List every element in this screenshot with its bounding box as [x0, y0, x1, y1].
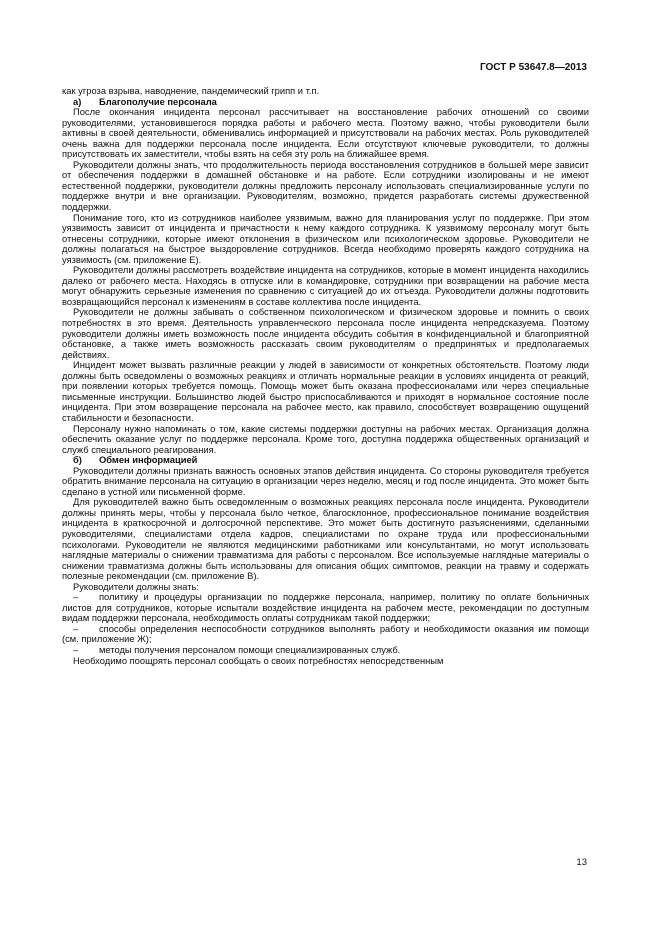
paragraph: как угроза взрыва, наводнение, пандемический грипп и т.п.: [62, 86, 320, 96]
list-item: [62, 645, 589, 656]
list-dash: –: [73, 644, 79, 655]
list-dash: –: [73, 592, 79, 603]
document-standard-header: ГОСТ Р 53647.8—2013: [479, 62, 587, 73]
list-item-text: политику и процедуры организации по поддержке персонала, например, политику по оплате больничных листов для сотрудников, которые испытали воздействие инцидента на рабочем месте, рекомендации по доступным видам поддержки персонала, необходимость оплаты сотрудникам такой поддержки;: [62, 592, 589, 624]
paragraph: Руководители должны признать важность основных этапов действия инцидента. Со стороны руководителя требуется обратить внимание персонала на ситуацию в организации через неделю, месяц и год после инцидента. Это может быть сделано в устной или письменной форме.: [62, 465, 589, 497]
heading-label: б): [73, 455, 82, 466]
section-heading-b: [62, 455, 589, 466]
list-item-text: способы определения неспособности сотрудников выполнять работу и необходимости оказания им помощи (см. приложение Ж);: [62, 623, 589, 645]
section-heading-a: [62, 97, 589, 108]
heading-text: Обмен информацией: [99, 455, 198, 466]
paragraph: Руководители не должны забывать о собственном психологическом и физическом здоровье и помнить о своих потребностях в это время. Деятельность управленческого персонала после инцидента непредсказуема. Поэтому руководители должны иметь возможность после инцидента обсудить события в конфиденциальной и благоприятной обстановке, а также иметь возможность рассказать своим руководителям о предпринятых и предполагаемых действиях.: [62, 307, 589, 360]
paragraph: Необходимо поощрять персонал сообщать о своих потребностях непосредственным: [73, 655, 444, 666]
paragraph: Руководители должны рассмотреть воздействие инцидента на сотрудников, которые в момент инцидента находились далеко от рабочего места. Находясь в отпуске или в командировке, сотрудники при возвращении на рабочие места могут обнаружить серьезные изменения по сравнению с ситуацией до их отъезда. Руководители должны подготовить возвращающийся персонал к изменениям в составе коллектива после инцидента.: [62, 265, 589, 307]
paragraph: Руководители должны знать, что продолжительность периода восстановления сотрудников в большей мере зависит от обеспечения поддержки в домашней обстановке и на работе. Если сотрудники изолированы и не имеют естественной поддержки, руководители должны предложить персоналу использовать специализированные услуги по поддержке внутри и вне организации. Руководителям, возможно, придется разработать системы дружественной поддержки.: [62, 159, 589, 213]
list-dash: –: [73, 623, 79, 634]
list-item: [62, 592, 589, 624]
list-item: [62, 624, 589, 645]
paragraph: Руководители должны знать:: [73, 581, 199, 592]
paragraph: Инцидент может вызвать различные реакции у людей в зависимости от конкретных обстоятельств. Поэтому люди должны быть осведомлены о возможных реакциях и отличать нормальные реакции в условиях инцидента от реакций, при появлении которых требуется помощь. Помощь может быть оказана профессионалами или через специальные письменные инструкции. Большинство людей быстро приспосабливаются и приходят в нормальное состояние после инцидента. При этом возвращение персонала на рабочее место, как правило, способствует возвращению ощущений стабильности и безопасности.: [62, 360, 589, 423]
heading-label: а): [73, 96, 82, 107]
list-item-text: методы получения персоналом помощи специализированных служб.: [99, 644, 401, 655]
heading-text: Благополучие персонала: [99, 96, 217, 107]
paragraph: Для руководителей важно быть осведомленным о возможных реакциях персонала после инцидента. Руководители должны принять меры, чтобы у персонала было четкое, благосклонное, профессиональное понимание воздействия инцидента в краткосрочной и долгосрочной перспективе. Это может быть достигнуто разъяснениями, сделанными руководителями, специалистами отдела кадров, специалистами по охране труда или профессиональными психологами. Руководители не являются медицинскими работниками или консультантами, но могут использовать наглядные материалы о снижении травматизма для работы с персоналом. Все используемые наглядные материалы о снижении травматизма должны быть использованы для описания общих симптомов, реакции на травму и содержать полезные рекомендации (см. приложение В).: [62, 497, 589, 582]
paragraph: Персоналу нужно напоминать о том, какие системы поддержки доступны на рабочих местах. Организация должна обеспечить оказание услуг по поддержке персонала. Кроме того, доступна поддержка общественных организаций и служб специального реагирования.: [62, 423, 589, 455]
document-body: [62, 86, 589, 666]
page-number: 13: [576, 857, 587, 868]
paragraph: После окончания инцидента персонал рассчитывает на восстановление рабочих отношений со своими руководителями, установившегося порядка работы и рабочего места. Поэтому важно, чтобы руководители были активны в своей деятельности, обменивались информацией и присутствовали на рабочих местах. Роль руководителей очень важна для поддержки персонала после инцидента. Если отсутствуют ключевые руководители, то должны присутствовать их заместители, чтобы взять на себя эту роль на ближайшее время.: [62, 107, 589, 160]
paragraph: Понимание того, кто из сотрудников наиболее уязвимым, важно для планирования услуг по поддержке. При этом уязвимость зависит от инцидента и причастности к нему каждого сотрудника. К уязвимому персоналу могут быть отнесены сотрудники, которые имеют отклонения в физическом или психологическом здоровье. Руководители не должны полагаться на быстрое выздоровление сотрудников. Всегда необходимо проверять каждого сотрудника на уязвимость (см. приложение Е).: [62, 212, 589, 265]
